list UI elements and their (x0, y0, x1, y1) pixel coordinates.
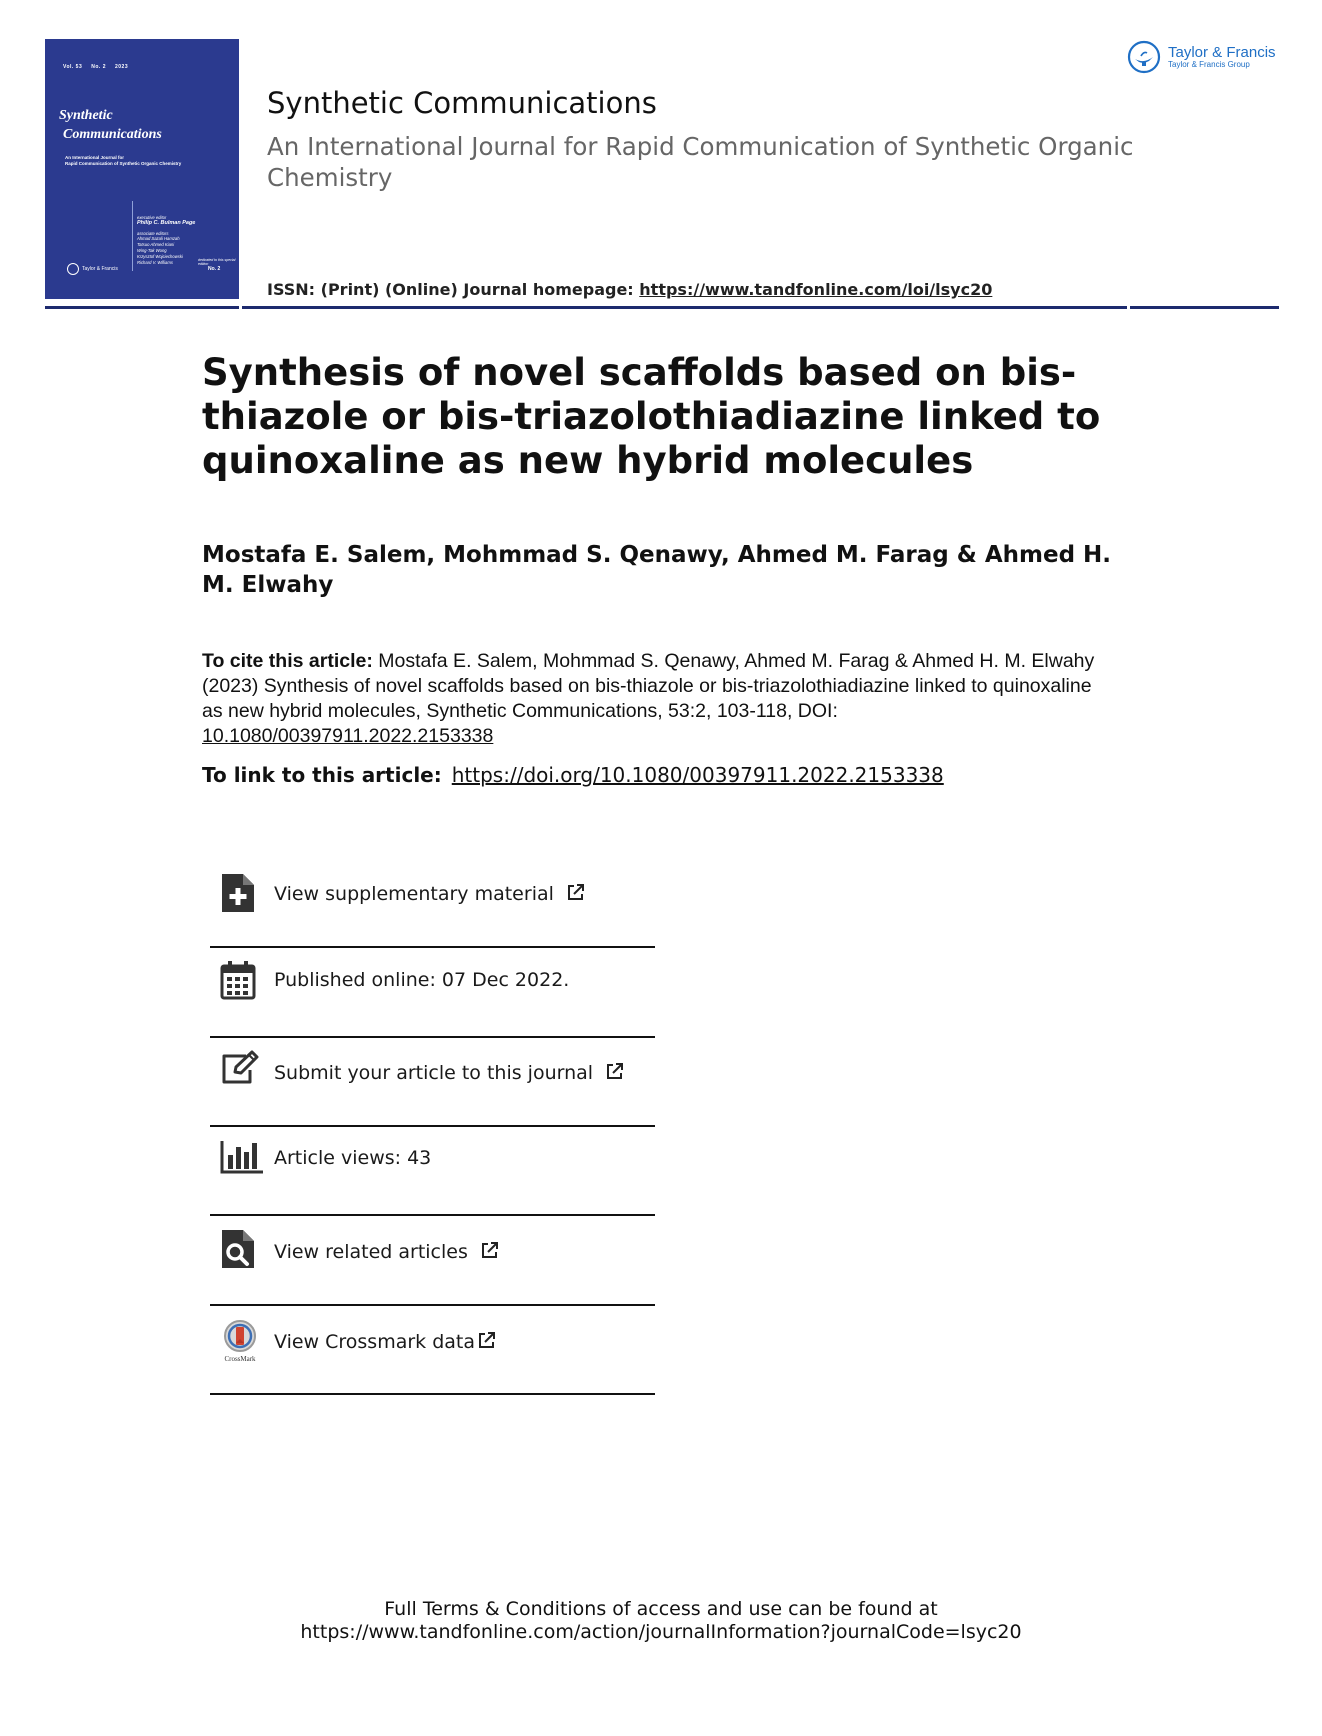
file-plus-icon (220, 872, 256, 918)
cover-editor-role: executive editor (137, 215, 167, 220)
action-label-text: View related articles (274, 1241, 468, 1263)
journal-homepage-link[interactable]: https://www.tandfonline.com/loi/lsyc20 (639, 280, 993, 299)
action-row-related[interactable] (210, 1216, 655, 1306)
cover-associate-role: associate editors (137, 230, 169, 236)
cover-subtitle-line2: Rapid Communication of Synthetic Organic Chemistry (65, 161, 182, 166)
taylor-francis-lamp-icon (1127, 40, 1161, 74)
article-authors: Mostafa E. Salem, Mohmmad S. Qenawy, Ahmed M. Farag & Ahmed H. M. Elwahy (202, 542, 1112, 598)
publisher-group: Taylor & Francis Group (1168, 60, 1250, 69)
cover-no: No. 2 (91, 64, 106, 70)
crossmark-icon (220, 1319, 260, 1363)
article-link-label: To link to this article: (202, 763, 442, 787)
cover-editor-name: Philip C. Bulman Page (137, 219, 196, 226)
header-divider (45, 306, 1279, 309)
search-file-icon (220, 1228, 256, 1274)
action-label-related (274, 1241, 499, 1263)
bar-chart-icon (220, 1139, 264, 1179)
cover-issue-number: No. 2 (208, 266, 221, 272)
cover-associate-editor: Richard V. Williams (137, 259, 173, 265)
action-label-supplementary (274, 883, 585, 905)
action-label-text: View Crossmark data (274, 1331, 476, 1353)
cover-divider (132, 201, 133, 271)
external-link-icon (477, 1331, 496, 1350)
calendar-icon (220, 960, 256, 1004)
header-divider-gap (239, 306, 242, 309)
cover-title (59, 106, 235, 144)
external-link-icon (480, 1241, 499, 1260)
publisher-name: Taylor & Francis (1168, 44, 1276, 61)
citation-block (202, 649, 1102, 749)
action-row-views (210, 1127, 655, 1216)
cover-vol: Vol. 53 (63, 64, 83, 70)
external-link-icon (605, 1062, 624, 1081)
issn-line (267, 280, 992, 299)
article-doi-link[interactable]: https://doi.org/10.1080/00397911.2022.2153338 (451, 763, 944, 787)
journal-title: Synthetic Communications (267, 86, 657, 120)
cover-associate-editor: Tatsuo Ahmed Kiani (137, 242, 175, 248)
footer-terms-link[interactable]: https://www.tandfonline.com/action/journalInformation?journalCode=lsyc20 (300, 1621, 1022, 1643)
cover-title-line1: Synthetic (59, 108, 113, 123)
article-title: Synthesis of novel scaffolds based on bis-thiazole or bis-triazolothiadiazine linked to quinoxaline as new hybrid molecules (202, 351, 1101, 482)
citation-doi-link[interactable]: 10.1080/00397911.2022.2153338 (202, 725, 494, 747)
citation-label: To cite this article: (202, 650, 373, 672)
footer-line1: Full Terms & Conditions of access and use can be found at (384, 1598, 938, 1620)
citation-text: Mostafa E. Salem, Mohmmad S. Qenawy, Ahmed M. Farag & Ahmed H. M. Elwahy (2023) Synthesis of novel scaffolds based on bis-thiazole or bis-triazolothiadiazine linked to quinoxaline as new hybrid molecules, Synthetic Communications, 53:2, 103-118, DOI: (202, 650, 1095, 722)
journal-subtitle: An International Journal for Rapid Communication of Synthetic Organic Chemistry (267, 132, 1134, 192)
cover-subtitle (65, 155, 230, 167)
action-label-text: View supplementary material (274, 883, 554, 905)
terms-footer (0, 1598, 1322, 1644)
journal-cover-image (45, 39, 239, 299)
action-label-published: Published online: 07 Dec 2022. (274, 969, 570, 991)
action-label-crossmark (274, 1331, 496, 1353)
crossmark-caption: CrossMark (224, 1355, 256, 1363)
action-row-supplementary[interactable] (210, 860, 655, 948)
external-link-icon (566, 883, 585, 902)
action-row-published (210, 948, 655, 1038)
cover-issue-note (198, 258, 239, 272)
cover-publisher-name: Taylor & Francis (82, 266, 118, 272)
cover-associate-editor: Krzysztof Wojciechowski (137, 253, 183, 259)
cover-issue-note-text: dedicated to this special edition (198, 258, 236, 266)
action-label-views: Article views: 43 (274, 1147, 432, 1169)
issn-label: ISSN: (Print) (Online) Journal homepage: (267, 280, 640, 299)
cover-publisher-logo (67, 263, 118, 275)
cover-publisher-ring-icon (67, 263, 79, 275)
action-label-submit (274, 1062, 624, 1084)
action-row-submit[interactable] (210, 1038, 655, 1127)
cover-title-line2: Communications (63, 127, 162, 142)
action-label-text: Submit your article to this journal (274, 1062, 594, 1084)
cover-associate-editor: Ahmad Sazali Hamzah (137, 236, 180, 242)
publisher-logo[interactable] (1127, 40, 1276, 74)
cover-subtitle-line1: An International Journal for (65, 155, 125, 160)
cover-year: 2023 (114, 64, 129, 70)
cover-associate-editor: Wing-Tak Wong (137, 247, 167, 253)
publisher-logo-text (1168, 45, 1276, 69)
header-divider-gap (1127, 306, 1130, 309)
cover-volume-line (63, 64, 137, 70)
edit-icon (220, 1050, 260, 1090)
article-link-line (202, 763, 944, 787)
article-actions-list (210, 860, 655, 1395)
action-row-crossmark[interactable] (210, 1306, 655, 1395)
